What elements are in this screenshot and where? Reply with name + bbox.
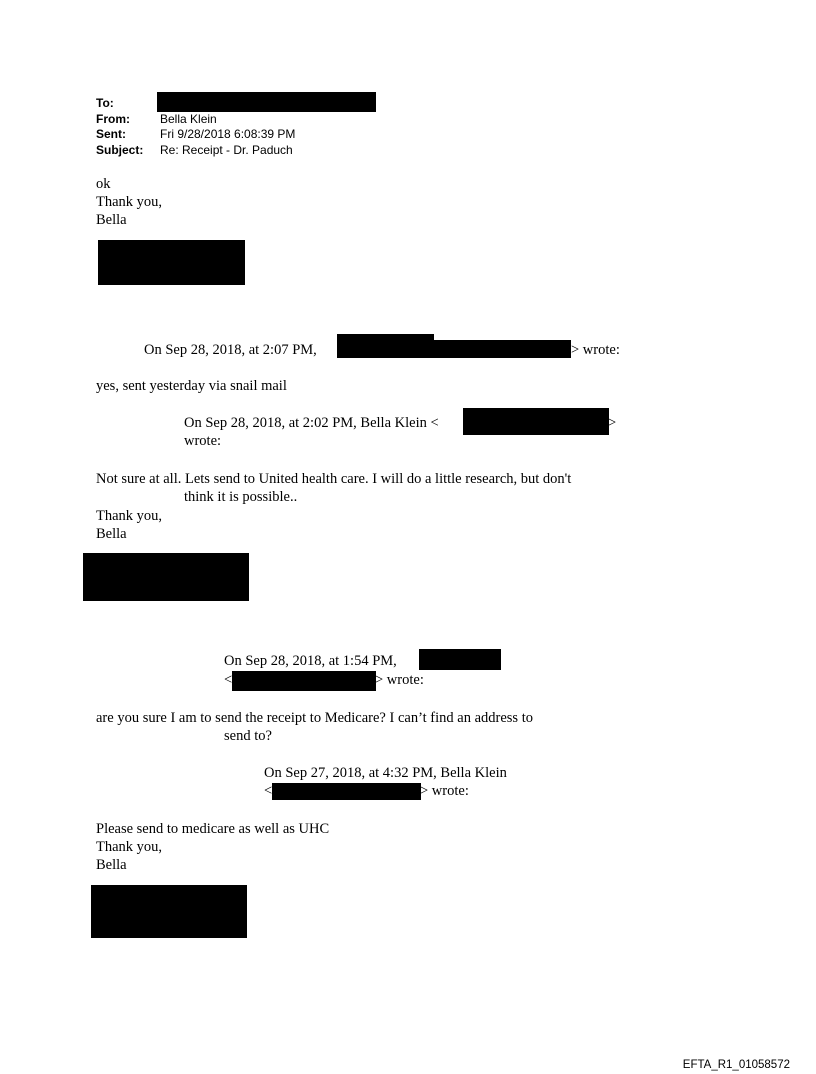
redaction-signature-block xyxy=(98,240,245,285)
subject-row xyxy=(96,143,295,159)
quote-intro: On Sep 28, 2018, at 1:54 PM, xyxy=(224,653,397,669)
redaction-email xyxy=(232,671,376,691)
reply-line: Thank you, xyxy=(96,194,163,210)
from-row xyxy=(96,112,295,128)
sent-label: Sent: xyxy=(96,127,126,141)
quote-intro-line2-suffix: > wrote: xyxy=(375,672,424,688)
quote-intro: On Sep 28, 2018, at 2:02 PM, Bella Klein < xyxy=(184,415,439,431)
redaction-email xyxy=(463,408,609,435)
redaction-signature-block xyxy=(91,885,247,938)
quote-intro: On Sep 27, 2018, at 4:32 PM, Bella Klein xyxy=(264,765,507,781)
from-label: From: xyxy=(96,111,130,126)
message-body xyxy=(96,820,329,874)
redaction-email xyxy=(272,783,421,800)
from-value: Bella Klein xyxy=(160,111,217,126)
message-line: Not sure at all. Lets send to United health care. I will do a little research, but don't xyxy=(96,471,572,487)
subject-value: Re: Receipt - Dr. Paduch xyxy=(160,142,293,157)
message-line: send to? xyxy=(224,728,272,744)
sent-value: Fri 9/28/2018 6:08:39 PM xyxy=(160,127,296,141)
redaction-signature-block xyxy=(83,553,249,601)
redaction-to xyxy=(157,92,376,112)
message-line: yes, sent yesterday via snail mail xyxy=(96,378,287,394)
message-signature: Bella xyxy=(96,526,127,542)
quote-intro-line2-prefix: < xyxy=(264,783,273,799)
quote-intro-suffix: > xyxy=(608,415,617,431)
reply-signature: Bella xyxy=(96,212,127,228)
reply-line: ok xyxy=(96,176,111,192)
message-signature: Bella xyxy=(96,857,127,873)
quote-intro-line2: wrote: xyxy=(184,433,222,449)
message-line: Thank you, xyxy=(96,508,163,524)
message-line: are you sure I am to send the receipt to Medicare? I can’t find an address to xyxy=(96,710,533,726)
quote-intro-suffix: > wrote: xyxy=(571,342,620,358)
to-label: To: xyxy=(96,96,114,110)
subject-label: Subject: xyxy=(96,142,144,157)
redaction-email xyxy=(432,340,571,358)
message-line: Thank you, xyxy=(96,839,163,855)
redaction-sender xyxy=(337,334,434,358)
quote-intro-line2-suffix: > wrote: xyxy=(420,783,469,799)
reply-body xyxy=(96,175,162,229)
quote-intro: On Sep 28, 2018, at 2:07 PM, xyxy=(144,342,317,358)
message-line: think it is possible.. xyxy=(184,489,298,505)
sent-row xyxy=(96,127,295,143)
message-line: Please send to medicare as well as UHC xyxy=(96,821,330,837)
document-id: EFTA_R1_01058572 xyxy=(682,1059,790,1071)
quote-intro-line2-prefix: < xyxy=(224,672,233,688)
redaction-sender xyxy=(419,649,501,670)
